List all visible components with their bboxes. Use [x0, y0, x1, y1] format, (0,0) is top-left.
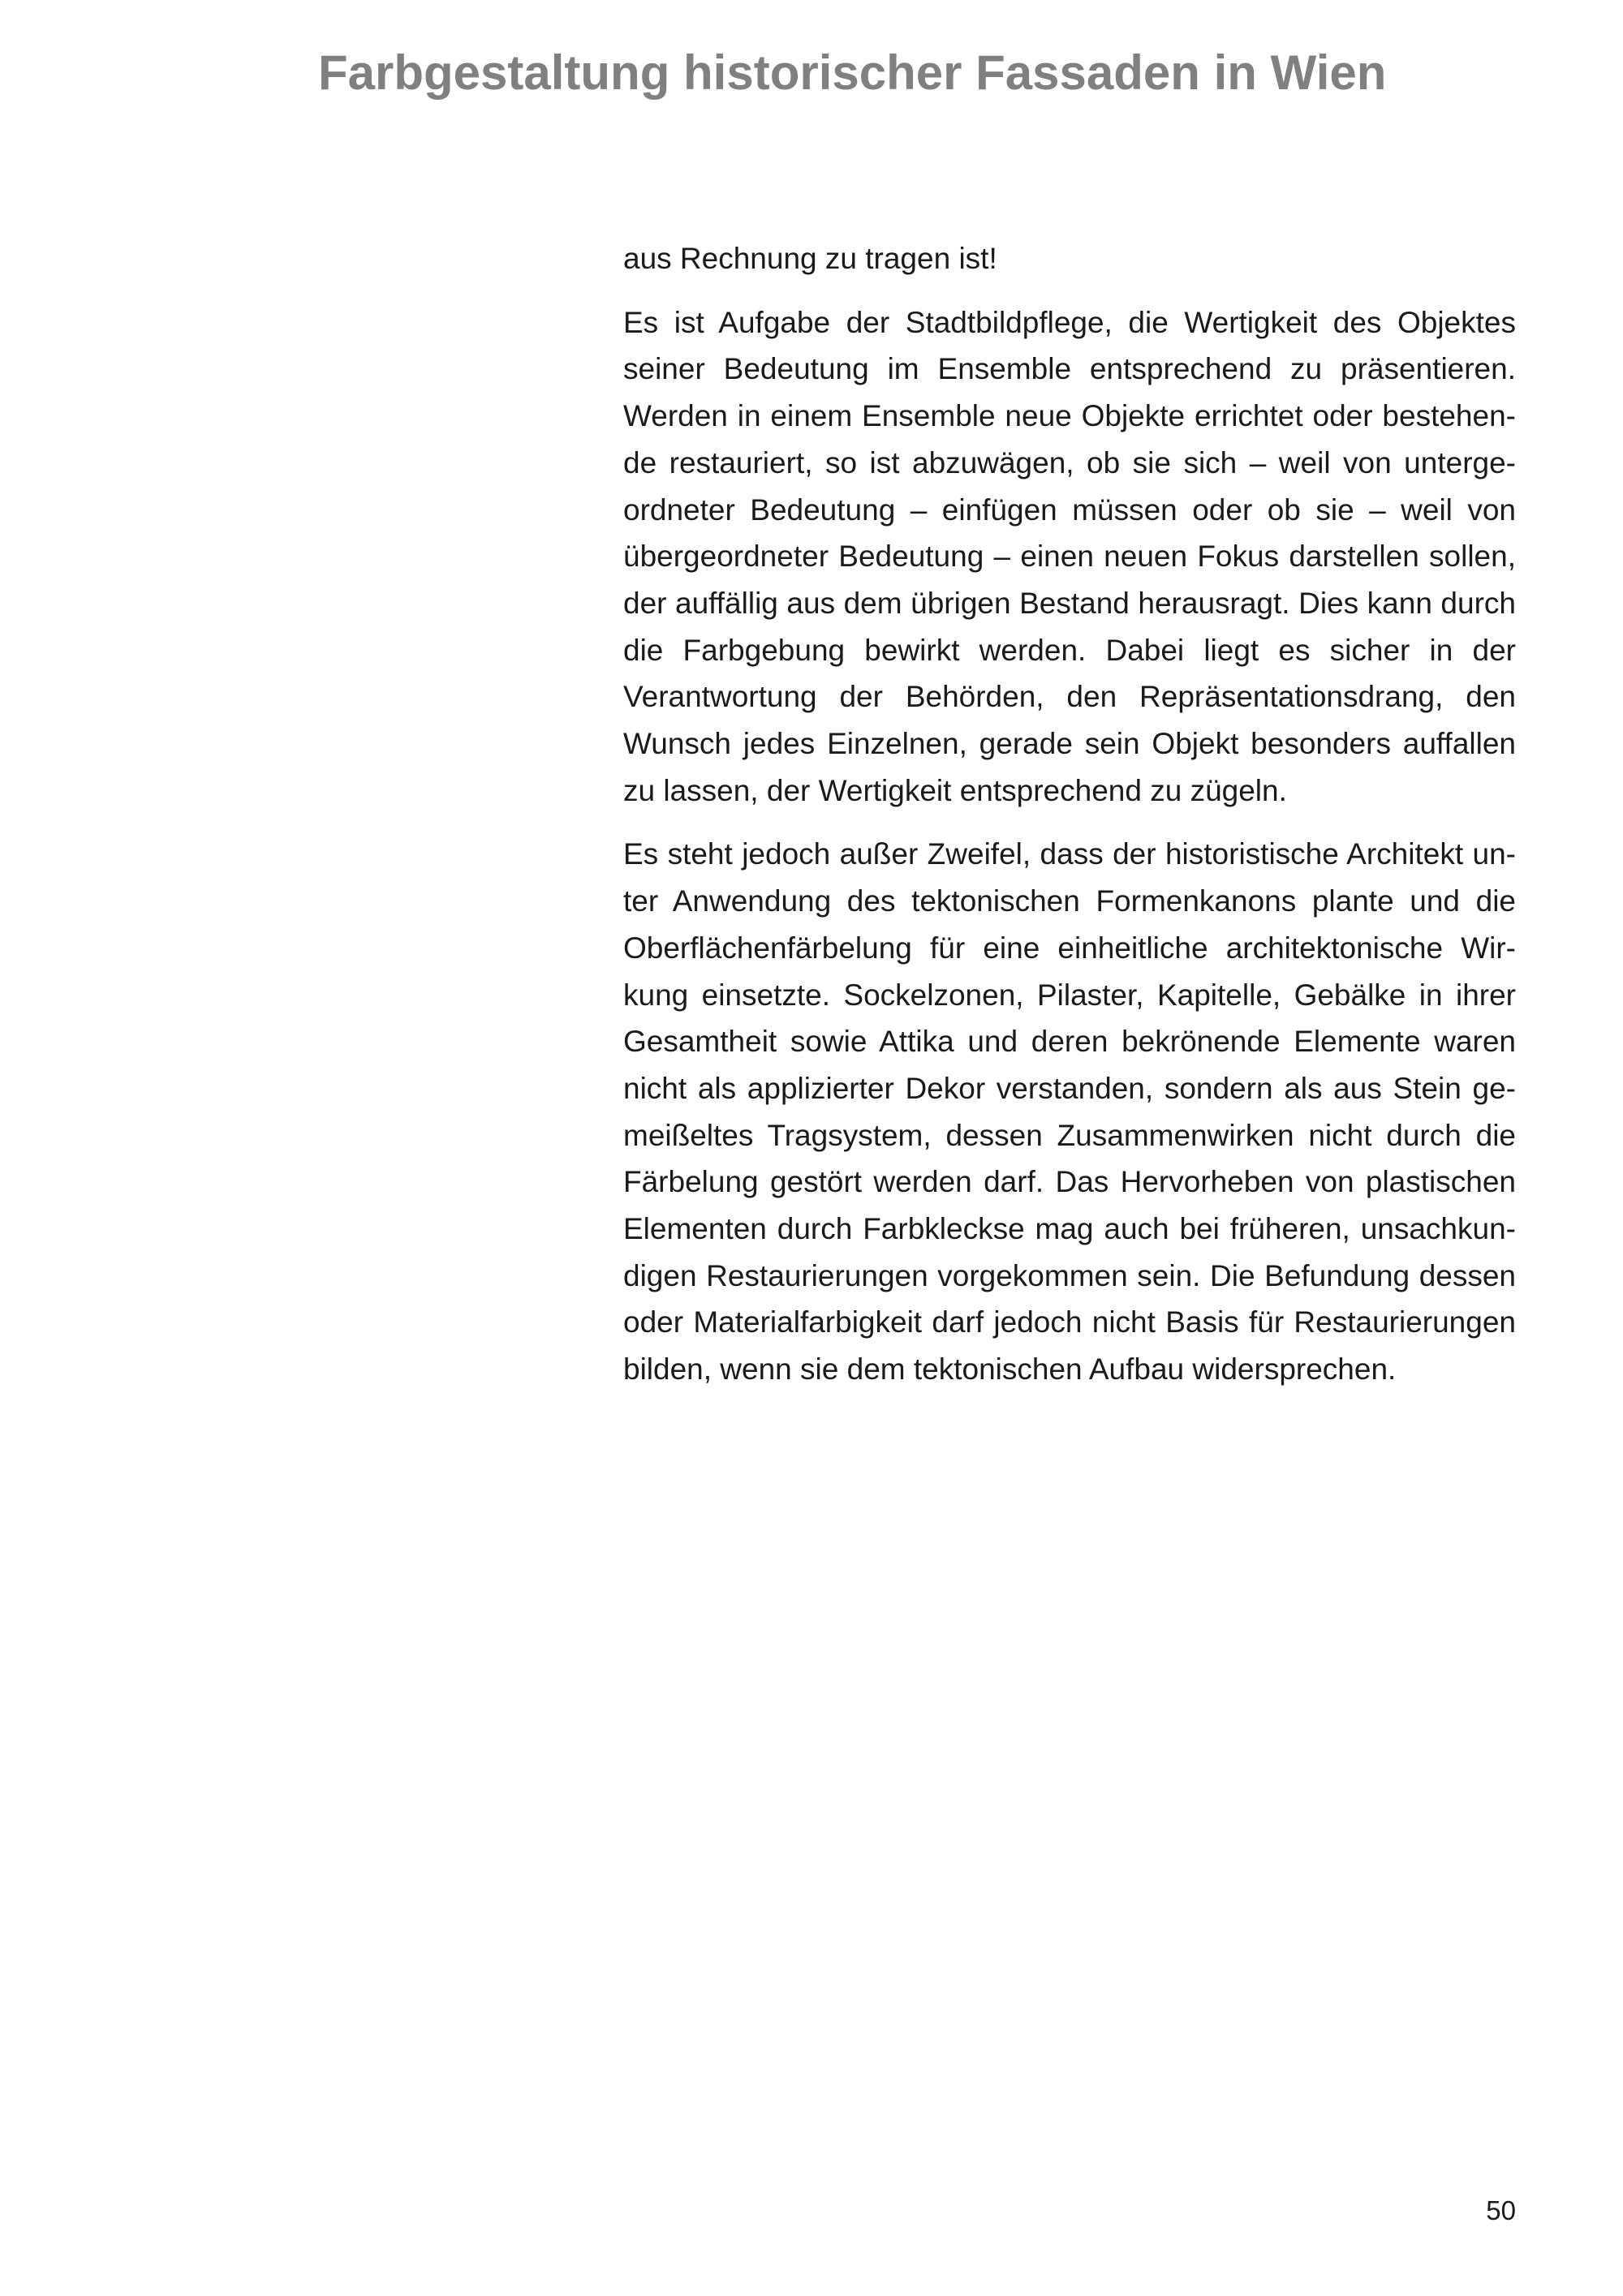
running-header-title: Farbgestaltung historischer Fassaden in Wien: [318, 45, 1387, 100]
paragraph-stadtbildpflege: Es ist Aufgabe der Stadtbildpflege, die Wertigkeit des Objektes seiner Bedeutung im Ensemble entsprechend zu präsentieren. Werden in einem Ensemble neue Objekte errichtet oder bestehende restauriert, so ist abzuwägen, ob sie sich – weil von untergeordneter Bedeutung – einfügen müssen oder ob sie – weil von übergeordneter Bedeutung – einen neuen Fokus darstellen sollen, der auffällig aus dem übrigen Bestand herausragt. Dies kann durch die Farbgebung bewirkt werden. Dabei liegt es sicher in der Verantwortung der Behörden, den Repräsentationsdrang, den Wunsch jedes Einzelnen, gerade sein Objekt besonders auffallen zu lassen, der Wertigkeit entsprechend zu zügeln.: [623, 305, 1516, 807]
paragraph-historistische-architekt: Es steht jedoch außer Zweifel, dass der historistische Architekt unter Anwendung des tektonischen Formenkanons plante und die Oberflächenfärbelung für eine einheitliche architektonische Wirkung einsetzte. Sockelzonen, Pilaster, Kapitelle, Gebälke in ihrer Gesamtheit sowie Attika und deren bekrönende Elemente waren nicht als applizierter Dekor verstanden, sondern als aus Stein gemeißeltes Tragsystem, dessen Zusammenwirken nicht durch die Färbelung gestört werden darf. Das Hervorheben von plastischen Elementen durch Farbkleckse mag auch bei früheren, unsachkundigen Restaurierungen vorgekommen sein. Die Befundung dessen oder Materialfarbigkeit darf jedoch nicht Basis für Restaurierungen bilden, wenn sie dem tektonischen Aufbau widersprechen.: [623, 837, 1516, 1387]
body-text-column: [623, 235, 1516, 1410]
paragraph-continuation: aus Rechnung zu tragen ist!: [623, 242, 997, 275]
page-number: 50: [1486, 2195, 1516, 2225]
